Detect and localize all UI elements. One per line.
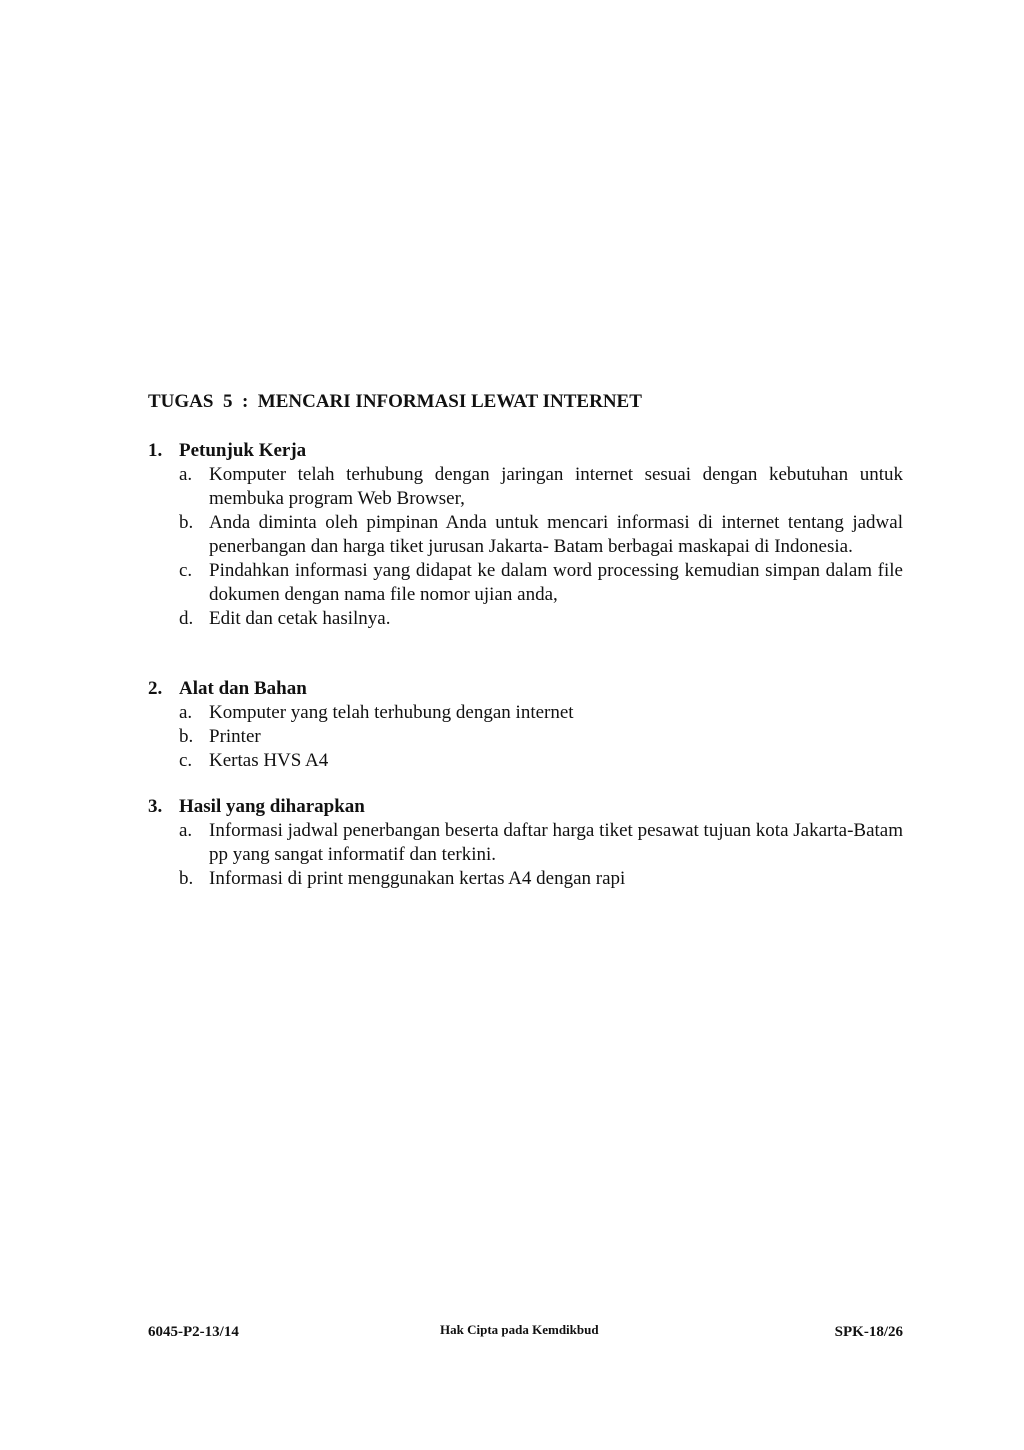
list-item xyxy=(148,511,903,559)
item-letter: a. xyxy=(179,702,193,723)
item-text: Komputer telah terhubung dengan jaringan internet sesuai dengan kebutuhan untuk membuka program Web Browser, xyxy=(209,464,903,509)
item-text: Kertas HVS A4 xyxy=(209,750,329,771)
list-item xyxy=(148,701,903,725)
section-hasil-yang-diharapkan xyxy=(148,795,903,891)
item-letter: c. xyxy=(179,750,193,771)
section-petunjuk-kerja xyxy=(148,439,903,631)
footer-document-code: 6045-P2-13/14 xyxy=(148,1324,239,1340)
list-item xyxy=(148,607,903,631)
footer-copyright: Hak Cipta pada Kemdikbud xyxy=(440,1322,599,1337)
item-text: Komputer yang telah terhubung dengan internet xyxy=(209,702,574,723)
item-text: Pindahkan informasi yang didapat ke dalam word processing kemudian simpan dalam file dokumen dengan nama file nomor ujian anda, xyxy=(209,560,903,605)
footer-page-number: SPK-18/26 xyxy=(834,1324,903,1340)
list-item xyxy=(148,749,903,773)
item-text: Informasi jadwal penerbangan beserta daftar harga tiket pesawat tujuan kota Jakarta-Batam pp yang sangat informatif dan terkini. xyxy=(209,820,903,865)
section-heading xyxy=(148,795,903,819)
section-title: Alat dan Bahan xyxy=(179,678,307,699)
list-item xyxy=(148,559,903,607)
section-number: 3. xyxy=(148,796,163,817)
section-title: Hasil yang diharapkan xyxy=(179,796,365,817)
section-heading xyxy=(148,677,903,701)
section-title: Petunjuk Kerja xyxy=(179,440,307,461)
list-item xyxy=(148,867,903,891)
list-item xyxy=(148,463,903,511)
item-letter: b. xyxy=(179,512,194,533)
item-text: Printer xyxy=(209,726,261,747)
list-item xyxy=(148,725,903,749)
item-text: Anda diminta oleh pimpinan Anda untuk mencari informasi di internet tentang jadwal penerbangan dan harga tiket jurusan Jakarta- Batam berbagai maskapai di Indonesia. xyxy=(209,512,903,557)
item-letter: b. xyxy=(179,726,194,747)
item-text: Informasi di print menggunakan kertas A4 dengan rapi xyxy=(209,868,626,889)
item-letter: a. xyxy=(179,820,193,841)
page-title: TUGAS 5 : MENCARI INFORMASI LEWAT INTERNET xyxy=(148,391,642,412)
list-item xyxy=(148,819,903,867)
section-number: 2. xyxy=(148,678,163,699)
section-heading xyxy=(148,439,903,463)
item-letter: d. xyxy=(179,608,194,629)
item-letter: c. xyxy=(179,560,193,581)
item-text: Edit dan cetak hasilnya. xyxy=(209,608,391,629)
section-alat-dan-bahan xyxy=(148,677,903,773)
item-letter: b. xyxy=(179,868,194,889)
item-letter: a. xyxy=(179,464,193,485)
section-number: 1. xyxy=(148,440,163,461)
